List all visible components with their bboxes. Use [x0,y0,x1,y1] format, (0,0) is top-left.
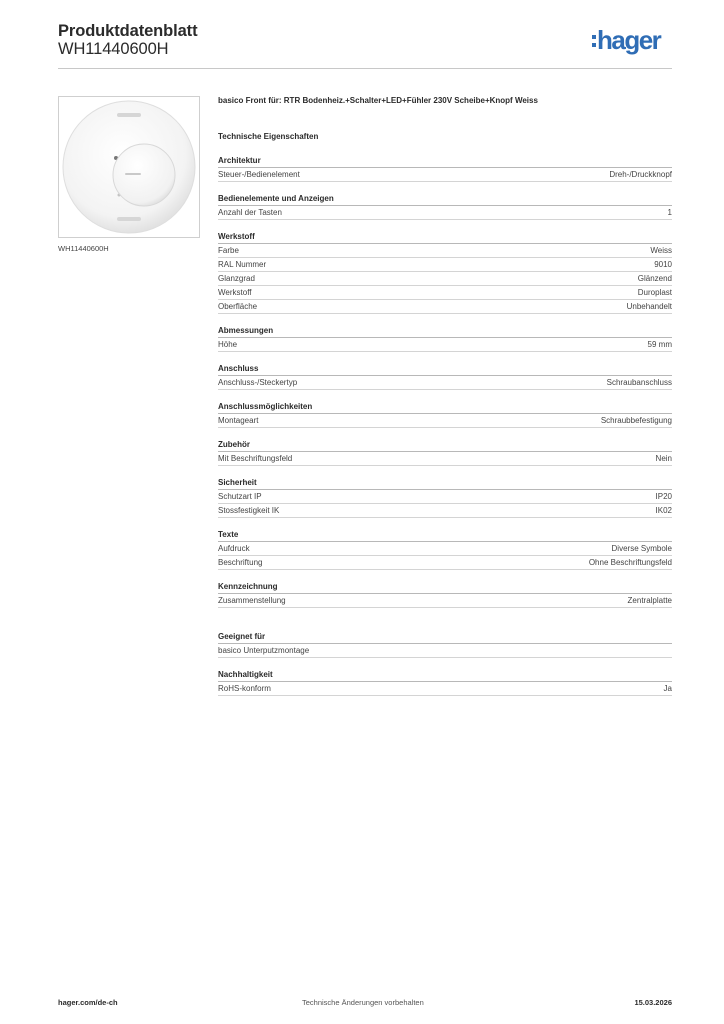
spec-row [218,168,672,182]
spec-row [218,206,672,220]
spec-label: basico Unterputzmontage [218,646,310,655]
spec-value: 59 mm [647,340,672,349]
spec-row [218,272,672,286]
spec-row [218,542,672,556]
spec-label: Glanzgrad [218,274,255,283]
spec-group [218,476,672,518]
spec-group [218,400,672,428]
spec-group [218,230,672,314]
logo-colon-bottom [592,43,596,47]
spec-row [218,504,672,518]
spec-value: Schraubanschluss [606,378,672,387]
spec-group-title: Werkstoff [218,230,672,244]
logo-wordmark: hager [597,25,661,55]
spec-value: IP20 [655,492,672,501]
spec-row [218,414,672,428]
spec-label: Aufdruck [218,544,250,553]
specification-section [218,94,672,696]
spec-label: Montageart [218,416,259,425]
spec-label: Anzahl der Tasten [218,208,282,217]
spec-group-title: Geeignet für [218,630,672,644]
spec-label: Anschluss-/Steckertyp [218,378,298,387]
spec-label: RAL Nummer [218,260,267,269]
spec-value: 1 [667,208,672,217]
spec-group-title: Zubehör [218,438,672,452]
spec-label: Höhe [218,340,238,349]
technical-properties-heading: Technische Eigenschaften [218,132,319,141]
spec-group-title: Architektur [218,154,672,168]
document-title: Produktdatenblatt [58,22,198,40]
spec-group [218,154,672,182]
spec-value: Zentralplatte [627,596,672,605]
spec-label: Oberfläche [218,302,258,311]
spec-group-title: Anschlussmöglichkeiten [218,400,672,414]
spec-value: Diverse Symbole [611,544,672,553]
spec-group [218,630,672,658]
footer-notice: Technische Änderungen vorbehalten [302,998,424,1007]
spec-value: Glänzend [637,274,672,283]
spec-value: Ohne Beschriftungsfeld [588,558,672,567]
spec-label: Mit Beschriftungsfeld [218,454,293,463]
spec-value: Dreh-/Druckknopf [609,170,672,179]
spec-group-title: Texte [218,528,672,542]
thermostat-front-illustration [59,97,199,237]
spec-row [218,244,672,258]
spec-label: Steuer-/Bedienelement [218,170,300,179]
spec-group-title: Bedienelemente und Anzeigen [218,192,672,206]
spec-label: Schutzart IP [218,492,262,501]
spec-label: Beschriftung [218,558,263,567]
spec-row [218,258,672,272]
image-caption: WH11440600H [58,244,109,253]
spec-label: Werkstoff [218,288,252,297]
spec-label: Zusammenstellung [218,596,286,605]
header-divider [58,68,672,69]
spec-value: Duroplast [637,288,672,297]
spec-group-title: Abmessungen [218,324,672,338]
footer-website: hager.com/de-ch [58,998,118,1007]
spec-row [218,300,672,314]
spec-row [218,338,672,352]
spec-label: Farbe [218,246,239,255]
spec-row [218,644,672,658]
spec-group-title: Anschluss [218,362,672,376]
spec-row [218,490,672,504]
spec-row [218,594,672,608]
spec-value: Unbehandelt [626,302,672,311]
spec-label: Stossfestigkeit IK [218,506,280,515]
logo-colon-top [592,35,596,39]
product-description: basico Front für: RTR Bodenheiz.+Schalter+LED+Fühler 230V Scheibe+Knopf Weiss [218,96,538,105]
spec-group [218,668,672,696]
product-image [58,96,200,238]
spec-group [218,438,672,466]
spec-row [218,452,672,466]
spec-group [218,324,672,352]
spec-group-title: Sicherheit [218,476,672,490]
spec-value: Nein [655,454,672,463]
spec-group [218,580,672,608]
spec-group [218,528,672,570]
spec-row [218,556,672,570]
footer-date: 15.03.2026 [634,998,672,1007]
spec-group [218,362,672,390]
article-number: WH11440600H [58,40,169,58]
spec-row [218,682,672,696]
spec-group-title: Kennzeichnung [218,580,672,594]
spec-value: Weiss [650,246,672,255]
spec-groups [218,154,672,696]
spec-value: IK02 [655,506,672,515]
spec-row [218,376,672,390]
spec-value: 9010 [654,260,672,269]
spec-row [218,286,672,300]
spec-value: Ja [663,684,672,693]
spec-value: Schraubbefestigung [600,416,672,425]
spec-group [218,192,672,220]
spec-label: RoHS-konform [218,684,271,693]
spec-group-title: Nachhaltigkeit [218,668,672,682]
